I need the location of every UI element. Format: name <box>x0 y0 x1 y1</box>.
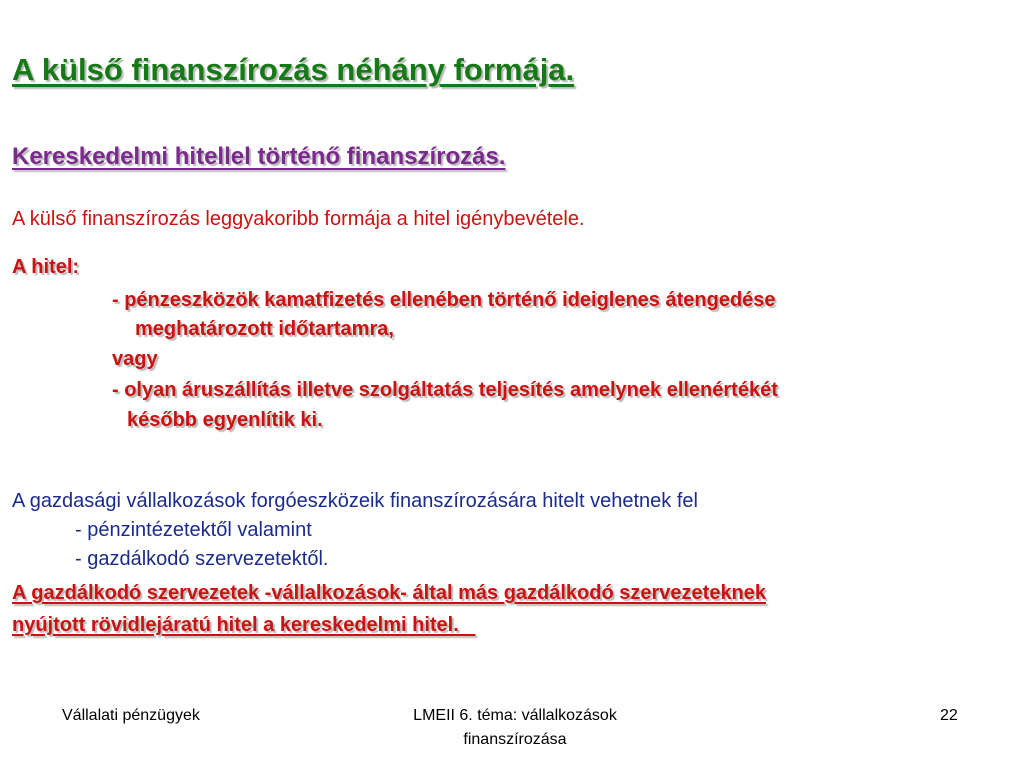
hitel-heading: A hitel: <box>12 256 80 278</box>
page-title: A külső finanszírozás néhány formája. <box>12 52 575 87</box>
definition-line-1: A gazdálkodó szervezetek -vállalkozások- által más gazdálkodó szervezeteknek <box>12 582 767 604</box>
hitel-definition-2-line-1: - olyan áruszállítás illetve szolgáltatás teljesítés amelynek ellenértékét <box>112 379 778 401</box>
hitel-or: vagy <box>112 348 158 370</box>
hitel-definition-2-line-2: később egyenlítik ki. <box>127 409 323 431</box>
hitel-definition-1-line-2: meghatározott időtartamra, <box>135 318 394 340</box>
sources-intro: A gazdasági vállalkozások forgóeszközeik finanszírozására hitelt vehetnek fel <box>12 490 698 512</box>
hitel-definition-1-line-1: - pénzeszközök kamatfizetés ellenében történő ideiglenes átengedése <box>112 289 776 311</box>
section-subtitle: Kereskedelmi hitellel történő finanszírozás. <box>12 143 506 170</box>
footer-center-line-2: finanszírozása <box>463 731 567 748</box>
page-number: 22 <box>940 707 958 724</box>
footer-left: Vállalati pénzügyek <box>62 707 200 724</box>
definition-line-2: nyújtott rövidlejáratú hitel a kereskedelmi hitel. <box>12 614 476 636</box>
intro-text: A külső finanszírozás leggyakoribb formája a hitel igénybevétele. <box>12 208 585 230</box>
sources-item-2: - gazdálkodó szervezetektől. <box>75 548 329 570</box>
footer-center-line-1: LMEII 6. téma: vállalkozások <box>413 707 617 724</box>
sources-item-1: - pénzintézetektől valamint <box>75 519 312 541</box>
